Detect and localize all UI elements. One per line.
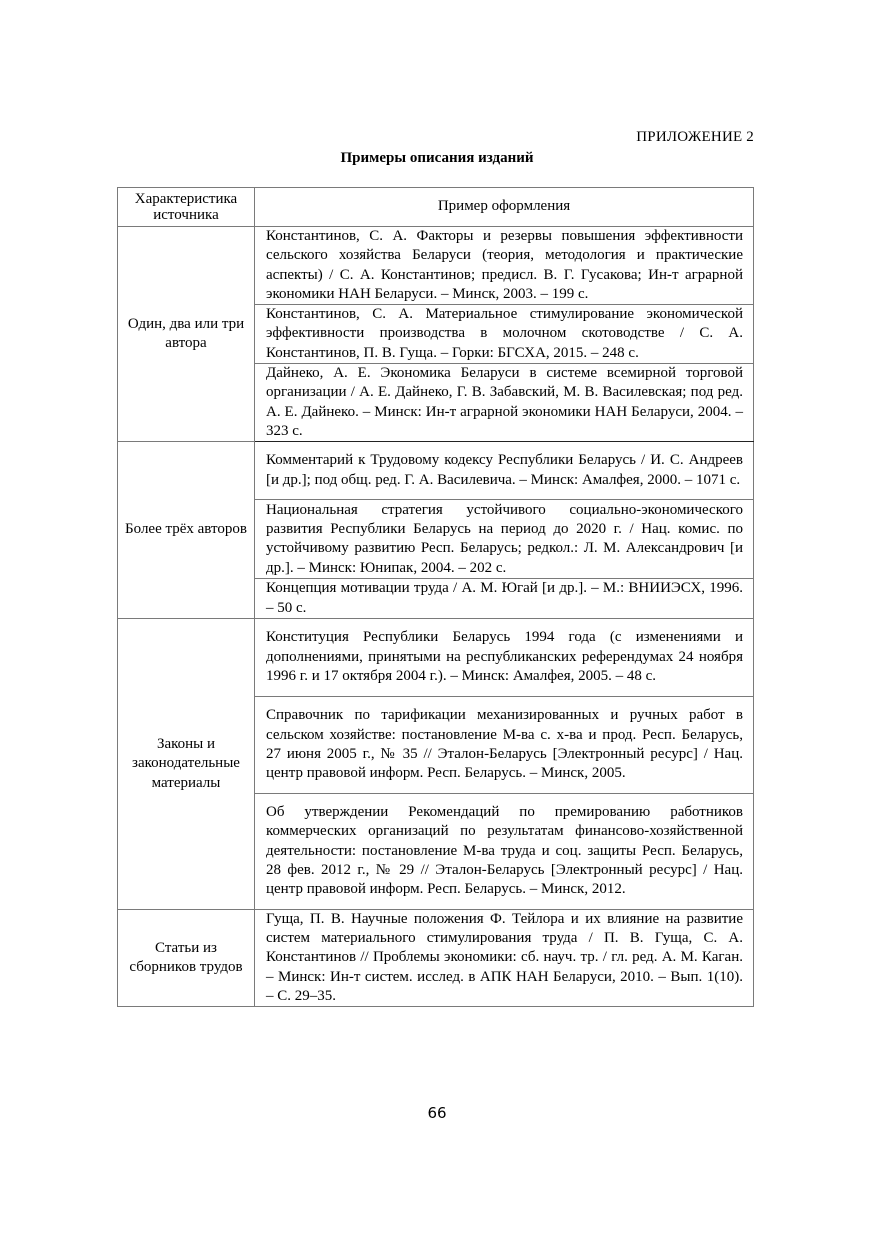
- references-table: [117, 187, 754, 1007]
- example-cell: Константинов, С. А. Факторы и резервы повышения эффективности сельского хозяйства Беларуси (теория, методология и практические аспекты) / С. А. Константинов; предисл. В. Г. Гусакова; Ин-т аграрной экономики НАН Беларуси. – Минск, 2003. – 199 с.: [255, 227, 754, 305]
- example-cell: Концепция мотивации труда / А. М. Югай [и др.]. – М.: ВНИИЭСХ, 1996. – 50 с.: [255, 579, 754, 619]
- table-row: [118, 442, 754, 500]
- header-source-type: Характеристика источника: [118, 188, 255, 227]
- category-cell: Статьи из сборников трудов: [118, 909, 255, 1006]
- table-row: [118, 227, 754, 305]
- page-title: Примеры описания изданий: [340, 150, 534, 166]
- example-cell: Комментарий к Трудовому кодексу Республики Беларусь / И. С. Андреев [и др.]; под общ. ред. Г. А. Василевича. – Минск: Амалфея, 2000. – 1071 с.: [255, 442, 754, 500]
- example-cell: Конституция Республики Беларусь 1994 года (с изменениями и дополнениями, принятыми на республиканских референдумах 24 ноября 1996 г. и 17 октября 2004 г.). – Минск: Амалфея, 2005. – 48 с.: [255, 618, 754, 696]
- table-row: [118, 618, 754, 696]
- appendix-label: ПРИЛОЖЕНИЕ 2: [636, 129, 754, 145]
- category-cell: Один, два или три автора: [118, 227, 255, 442]
- example-cell: Гуща, П. В. Научные положения Ф. Тейлора и их влияние на развитие систем материального стимулирования труда / П. В. Гуща, С. А. Константинов // Проблемы экономики: сб. науч. тр. / гл. ред. А. М. Каган. – Минск: Ин-т систем. исслед. в АПК НАН Беларуси, 2010. – Вып. 1(10). – С. 29–35.: [255, 909, 754, 1006]
- example-cell: Константинов, С. А. Материальное стимулирование экономической эффективности производства в молочном скотоводстве / С. А. Константинов, П. В. Гуща. – Горки: БГСХА, 2015. – 248 с.: [255, 305, 754, 364]
- header-example: Пример оформления: [255, 188, 754, 227]
- category-cell: Законы и законодательные материалы: [118, 618, 255, 909]
- category-cell: Более трёх авторов: [118, 442, 255, 619]
- example-cell: Об утверждении Рекомендаций по премированию работников коммерческих организаций по результатам финансово-хозяйственной деятельности: постановление М-ва труда и соц. защиты Респ. Беларусь, 28 фев. 2012 г., № 29 // Эталон-Беларусь [Электронный ресурс] / Нац. центр правовой информ. Респ. Беларусь. – Минск, 2012.: [255, 793, 754, 909]
- page-number: 66: [427, 1104, 447, 1122]
- example-cell: Национальная стратегия устойчивого социально-экономического развития Республики Беларусь на период до 2020 г. / Нац. комис. по устойчивому развитию Респ. Беларусь; редкол.: Л. М. Александрович [и др.]. – Минск: Юнипак, 2004. – 202 с.: [255, 500, 754, 579]
- example-cell: Дайнеко, А. Е. Экономика Беларуси в системе всемирной торговой организации / А. Е. Дайнеко, Г. В. Забавский, М. В. Василевская; под ред. А. Е. Дайнеко. – Минск: Ин-т аграрной экономики НАН Беларуси, 2004. – 323 с.: [255, 364, 754, 442]
- example-cell: Справочник по тарификации механизированных и ручных работ в сельском хозяйстве: постановление М-ва с. х-ва и прод. Респ. Беларусь, 27 июня 2005 г., № 35 // Эталон-Беларусь [Электронный ресурс] / Нац. центр правовой информ. Респ. Беларусь. – Минск, 2005.: [255, 696, 754, 793]
- table-row: [118, 909, 754, 1006]
- table-header-row: [118, 188, 754, 227]
